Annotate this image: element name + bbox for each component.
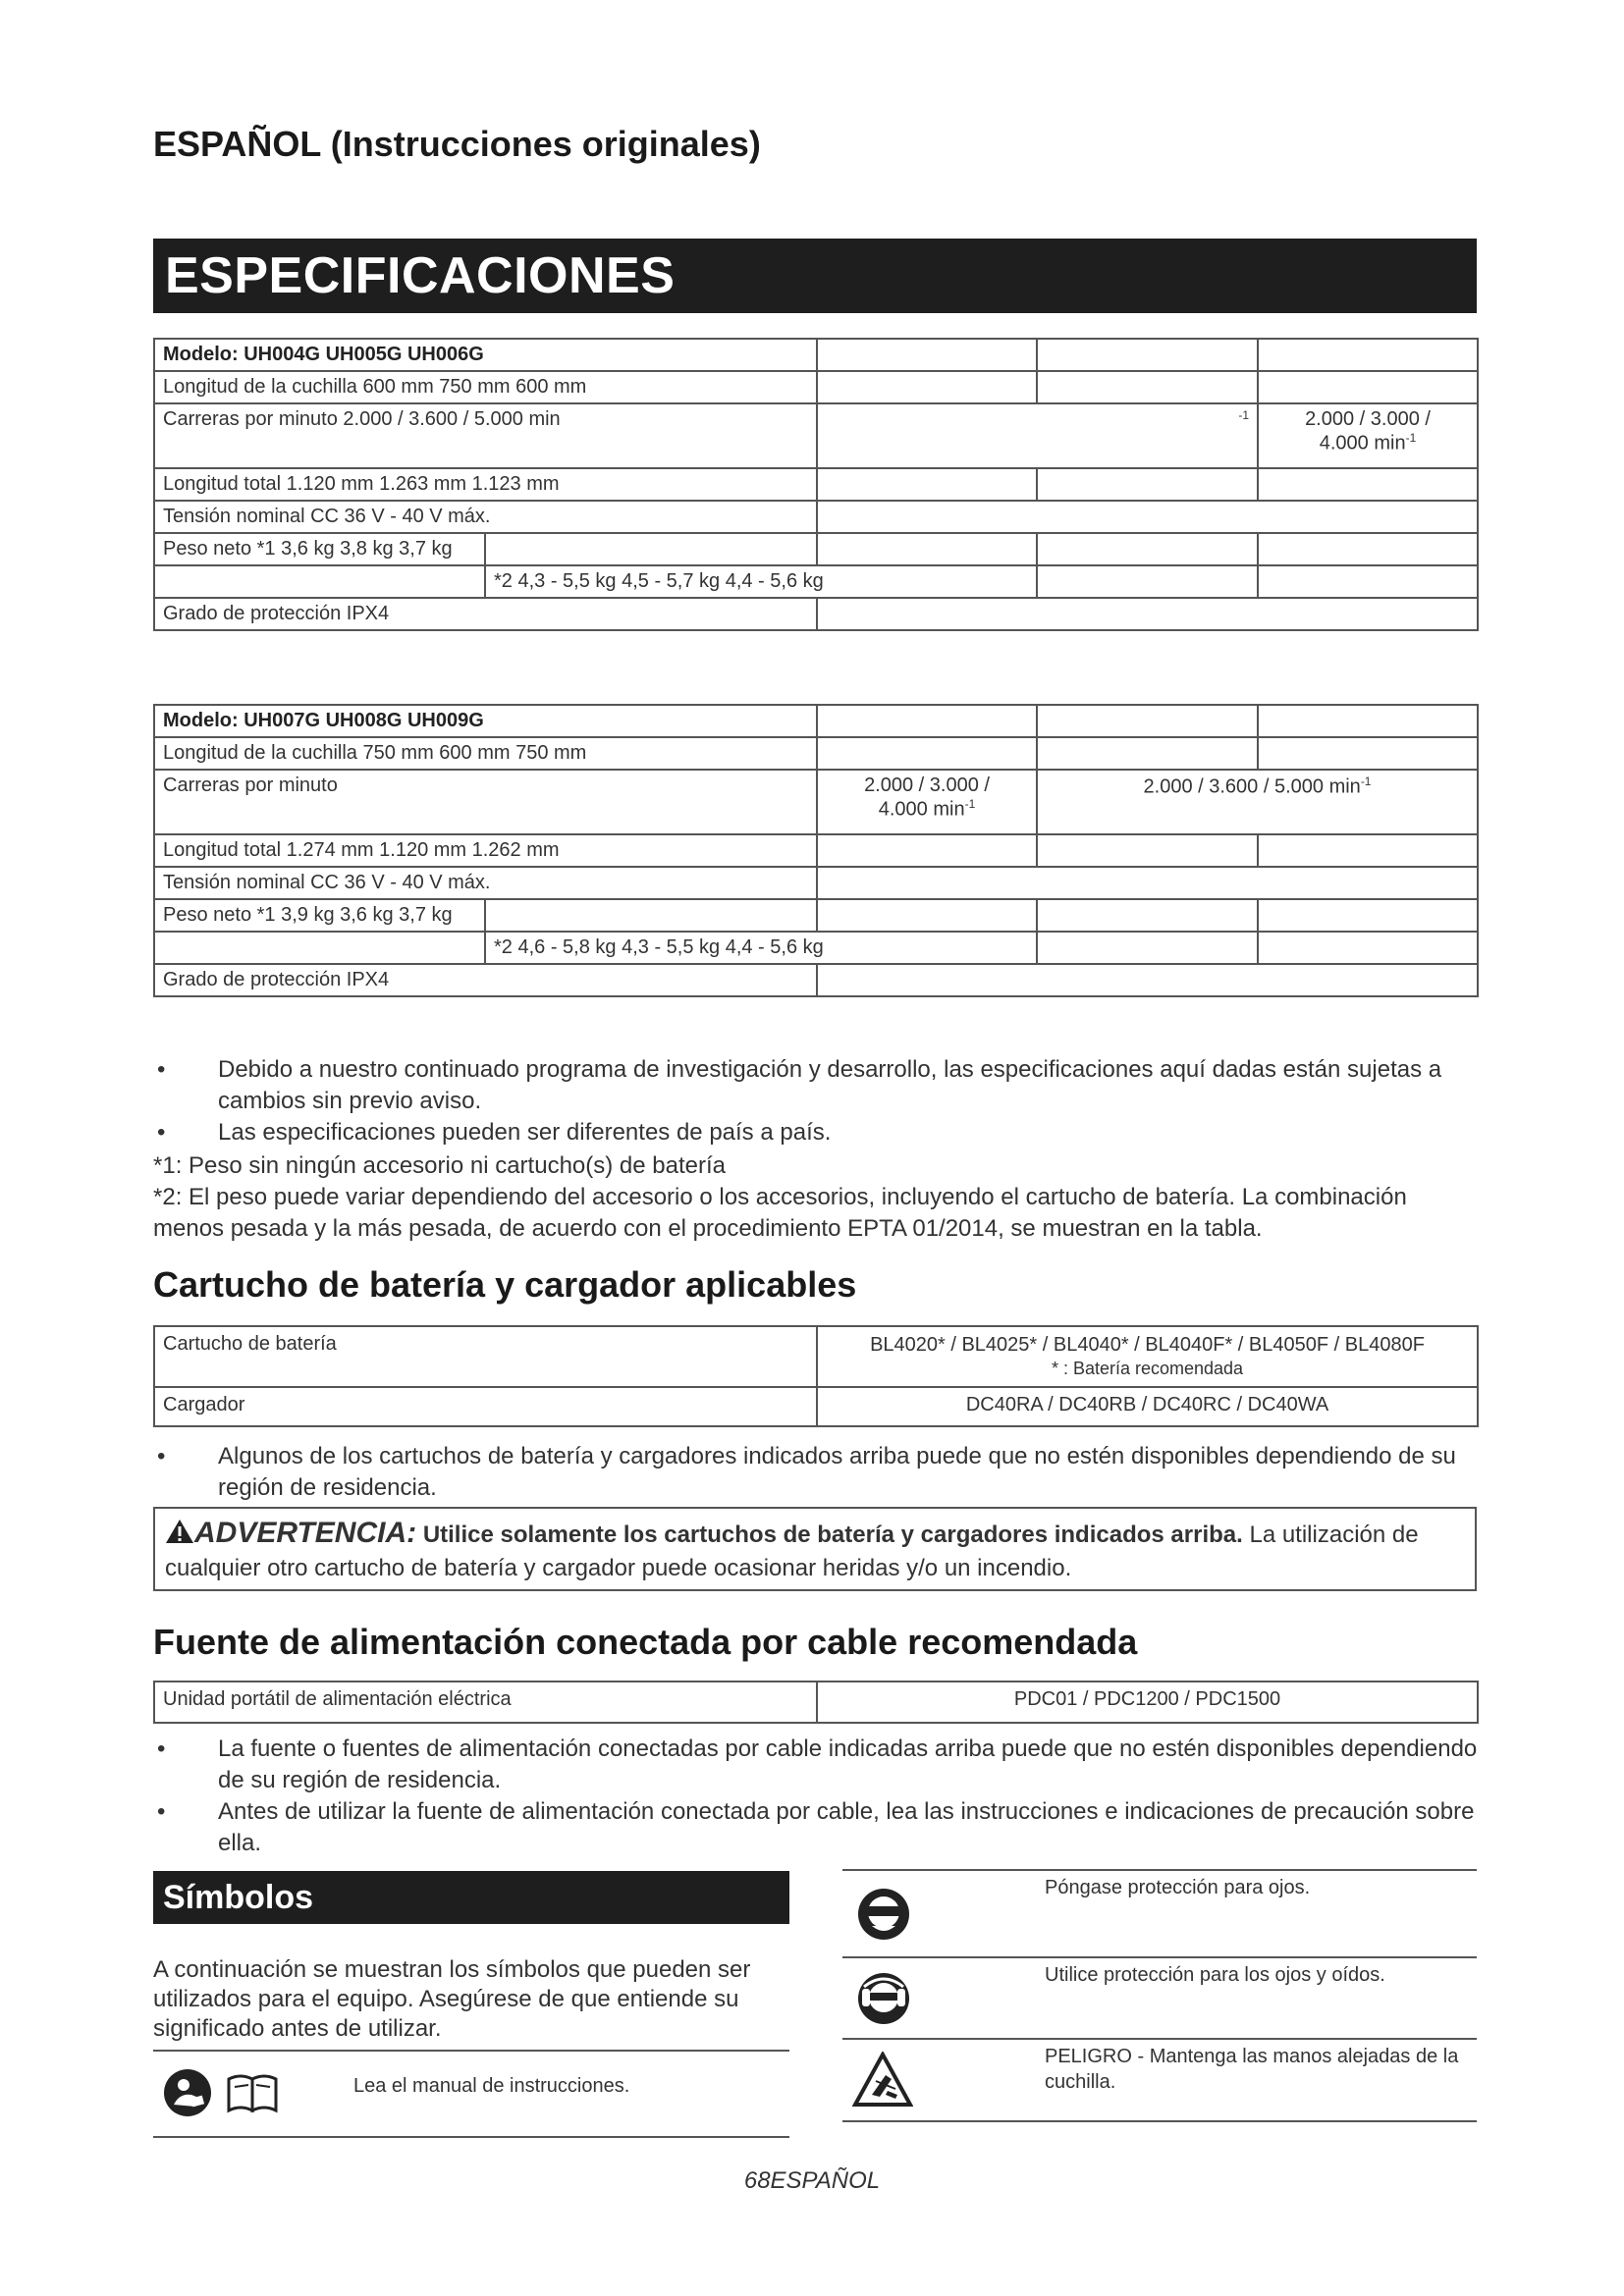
- strokes-uh008g: 2.000 / 3.600 / 5.000 $\min^{-1}$: [1037, 770, 1478, 834]
- voltage-row: Tensión nominal CC 36 V - 40 V máx.: [154, 501, 817, 533]
- language-title: ESPAÑOL (Instrucciones originales): [153, 124, 761, 164]
- overall-length-row: Longitud total 1.120 mm 1.263 mm 1.123 mm: [154, 468, 817, 501]
- symbol-label-danger-blade: PELIGRO - Mantenga las manos alejadas de la cuchilla.: [1045, 2046, 1459, 2093]
- symbol-label-eye-protection: Póngase protección para ojos.: [1045, 1877, 1311, 1898]
- strokes-row: Carreras por minuto 2.000 / 3.600 / 5.000 min: [154, 403, 817, 468]
- strokes-uh006g: 2.000 / 3.000 / 4.000 $\min^{-1}$: [1258, 403, 1478, 468]
- eye-protection-icon: [854, 1887, 913, 1947]
- page-footer: 68ESPAÑOL: [743, 2167, 881, 2194]
- charger-value: DC40RA / DC40RB / DC40RC / DC40WA: [817, 1387, 1478, 1426]
- battery-label: Cartucho de batería: [154, 1326, 817, 1387]
- spec-table-2: [153, 704, 1479, 997]
- specifications-heading: ESPECIFICACIONES: [153, 239, 1477, 313]
- warning-triangle-icon: [165, 1519, 194, 1544]
- warning-text: La utilización de cualquier otro cartucho de batería y cargador puede ocasionar heridas y/o un incendio.: [165, 1522, 1419, 1581]
- warning-box: [153, 1507, 1477, 1591]
- list-item: • Las especificaciones pueden ser diferentes de país a país.: [157, 1119, 832, 1146]
- eye-ear-protection-icon: [854, 1971, 913, 2031]
- strokes-row: Carreras por minuto: [154, 770, 817, 834]
- list-item: • Algunos de los cartuchos de batería y cargadores indicados arriba puede que no estén disponibles dependiendo de su región de residencia.: [157, 1443, 1456, 1501]
- symbol-label-read-manual: Lea el manual de instrucciones.: [353, 2075, 630, 2097]
- battery-bullets: [153, 1441, 1479, 1504]
- warning-title: ADVERTENCIA:: [194, 1517, 417, 1549]
- weight-net-row: Peso neto *1 3,9 kg 3,6 kg 3,7 kg: [154, 899, 485, 932]
- symbols-heading: Símbolos: [153, 1871, 789, 1924]
- strokes-uh007g: 2.000 / 3.000 / 4.000 $\min^{-1}$: [817, 770, 1037, 834]
- note-2: *2: El peso puede variar dependiendo del accesorio o los accesorios, incluyendo el cartucho de batería. La combinación menos pesada y la más pesada, de acuerdo con el procedimiento EPTA 01/2014, se muestran en la tabla.: [153, 1184, 1407, 1242]
- symbol-label-eye-ear-protection: Utilice protección para los ojos y oídos.: [1045, 1964, 1385, 1986]
- weight-net-row: Peso neto *1 3,6 kg 3,8 kg 3,7 kg: [154, 533, 485, 565]
- protection-row: Grado de protección IPX4: [154, 964, 817, 996]
- warning-bold: Utilice solamente los cartuchos de batería y cargadores indicados arriba.: [422, 1522, 1243, 1548]
- battery-table: [153, 1325, 1479, 1427]
- battery-value: BL4020* / BL4025* / BL4040* / BL4040F* / BL4050F / BL4080F * : Batería recomendada: [817, 1326, 1478, 1387]
- power-source-value: PDC01 / PDC1200 / PDC1500: [817, 1682, 1478, 1723]
- strokes-sup: -1: [817, 403, 1258, 468]
- power-source-table: [153, 1681, 1479, 1724]
- overall-length-row: Longitud total 1.274 mm 1.120 mm 1.262 mm: [154, 834, 817, 867]
- model-row: Modelo: UH007G UH008G UH009G: [154, 705, 817, 737]
- note-1: *1: Peso sin ningún accesorio ni cartucho(s) de batería: [153, 1152, 726, 1179]
- list-item: • Debido a nuestro continuado programa de investigación y desarrollo, las especificaciones aquí dadas están sujetas a cambios sin previo aviso.: [157, 1056, 1442, 1114]
- power-source-bullets: [153, 1734, 1479, 1859]
- symbols-intro: A continuación se muestran los símbolos que pueden ser utilizados para el equipo. Asegúrese de que entiende su significado antes de utilizar.: [153, 1956, 751, 2042]
- spec-table-1: [153, 338, 1479, 631]
- list-item: • La fuente o fuentes de alimentación conectadas por cable indicadas arriba puede que no estén disponibles dependiendo de su región de residencia.: [157, 1735, 1478, 1793]
- read-manual-icon: [162, 2065, 290, 2125]
- voltage-row: Tensión nominal CC 36 V - 40 V máx.: [154, 867, 817, 899]
- charger-label: Cargador: [154, 1387, 817, 1426]
- power-source-label: Unidad portátil de alimentación eléctrica: [154, 1682, 817, 1723]
- list-item: • Antes de utilizar la fuente de alimentación conectada por cable, lea las instrucciones e indicaciones de precaución sobre ella.: [157, 1798, 1475, 1856]
- danger-blade-icon: [852, 2052, 913, 2113]
- weight-combo-row: *2 4,6 - 5,8 kg 4,3 - 5,5 kg 4,4 - 5,6 kg: [485, 932, 1037, 964]
- protection-row: Grado de protección IPX4: [154, 598, 817, 630]
- spec-bullets: [153, 1054, 1479, 1148]
- battery-heading: Cartucho de batería y cargador aplicables: [153, 1264, 857, 1305]
- blade-length-row: Longitud de la cuchilla 750 mm 600 mm 750 mm: [154, 737, 817, 770]
- power-source-heading: Fuente de alimentación conectada por cable recomendada: [153, 1622, 1138, 1662]
- weight-combo-row: *2 4,3 - 5,5 kg 4,5 - 5,7 kg 4,4 - 5,6 kg: [485, 565, 1037, 598]
- model-row: Modelo: UH004G UH005G UH006G: [154, 339, 817, 371]
- blade-length-row: Longitud de la cuchilla 600 mm 750 mm 600 mm: [154, 371, 817, 403]
